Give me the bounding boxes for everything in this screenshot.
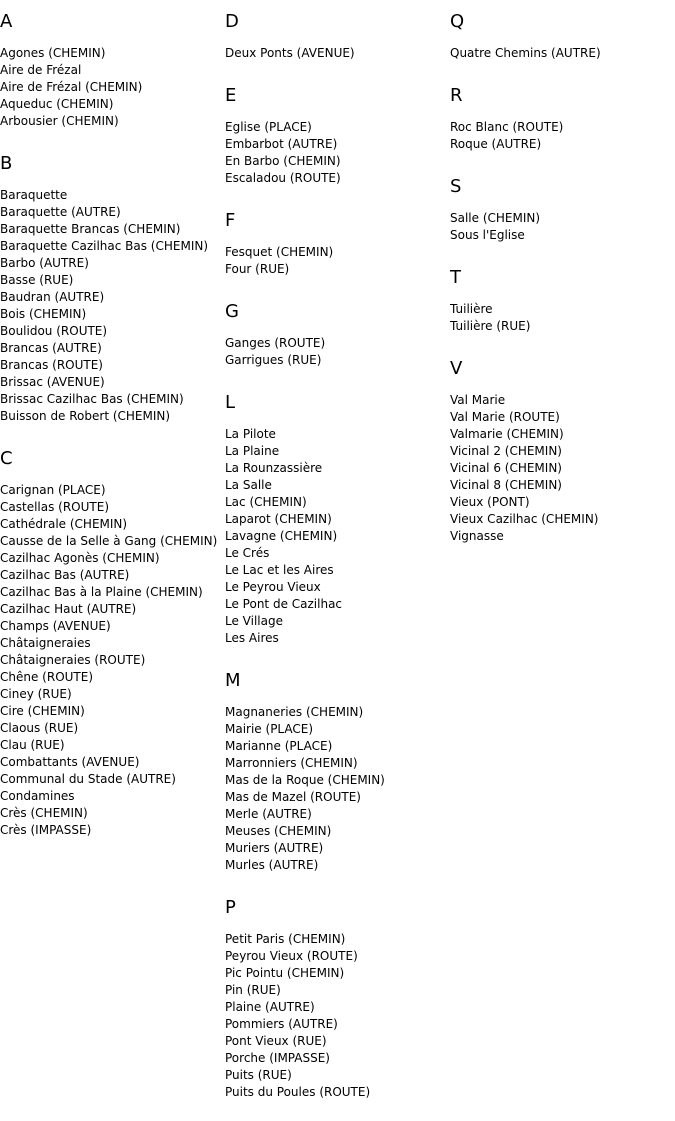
street-link-puits-du-poules-route[interactable]: Puits du Poules (ROUTE) xyxy=(225,1085,371,1099)
street-link-claous-rue[interactable]: Claous (RUE) xyxy=(0,721,79,735)
street-link-le-cres[interactable]: Le Crés xyxy=(225,546,270,560)
street-list xyxy=(225,244,450,278)
letter-section-g xyxy=(225,298,450,369)
street-link-baraquette-brancas-chemin[interactable]: Baraquette Brancas (CHEMIN) xyxy=(0,222,181,236)
street-link-muriers-autre[interactable]: Muriers (AUTRE) xyxy=(225,841,324,855)
street-link-boulidou-route[interactable]: Boulidou (ROUTE) xyxy=(0,324,108,338)
street-link-cire-chemin[interactable]: Cire (CHEMIN) xyxy=(0,704,85,718)
street-link-cazilhac-bas-a-la-plaine-chemin[interactable]: Cazilhac Bas à la Plaine (CHEMIN) xyxy=(0,585,203,599)
street-link-mas-de-mazel-route[interactable]: Mas de Mazel (ROUTE) xyxy=(225,790,361,804)
street-link-murles-autre[interactable]: Murles (AUTRE) xyxy=(225,858,319,872)
street-link-val-marie-route[interactable]: Val Marie (ROUTE) xyxy=(450,410,560,424)
street-link-roque-autre[interactable]: Roque (AUTRE) xyxy=(450,137,542,151)
street-link-baudran-autre[interactable]: Baudran (AUTRE) xyxy=(0,290,105,304)
street-link-cazilhac-bas-autre[interactable]: Cazilhac Bas (AUTRE) xyxy=(0,568,130,582)
street-link-baraquette-autre[interactable]: Baraquette (AUTRE) xyxy=(0,205,121,219)
street-link-embarbot-autre[interactable]: Embarbot (AUTRE) xyxy=(225,137,338,151)
street-list xyxy=(225,335,450,369)
letter-section-c xyxy=(0,445,225,839)
street-list xyxy=(225,931,450,1101)
letter-heading: G xyxy=(225,301,239,322)
street-link-bois-chemin[interactable]: Bois (CHEMIN) xyxy=(0,307,87,321)
letter-heading: V xyxy=(450,358,463,379)
street-link-chene-route[interactable]: Chêne (ROUTE) xyxy=(0,670,94,684)
street-link-le-pont-de-cazilhac[interactable]: Le Pont de Cazilhac xyxy=(225,597,343,611)
letter-heading: M xyxy=(225,670,241,691)
street-list xyxy=(450,210,675,244)
street-link-la-rounzassiere[interactable]: La Rounzassière xyxy=(225,461,323,475)
street-link-tuiliere[interactable]: Tuilière xyxy=(450,302,493,316)
street-link-val-marie[interactable]: Val Marie xyxy=(450,393,506,407)
street-link-ganges-route[interactable]: Ganges (ROUTE) xyxy=(225,336,326,350)
letter-heading: F xyxy=(225,210,236,231)
street-link-meuses-chemin[interactable]: Meuses (CHEMIN) xyxy=(225,824,332,838)
letter-section-a xyxy=(0,8,225,130)
street-list xyxy=(0,187,225,425)
street-link-vicinal-2-chemin[interactable]: Vicinal 2 (CHEMIN) xyxy=(450,444,562,458)
street-link-marronniers-chemin[interactable]: Marronniers (CHEMIN) xyxy=(225,756,358,770)
street-link-tuiliere-rue[interactable]: Tuilière (RUE) xyxy=(450,319,531,333)
street-link-marianne-place[interactable]: Marianne (PLACE) xyxy=(225,739,333,753)
letter-heading: E xyxy=(225,85,237,106)
street-list xyxy=(0,45,225,130)
letter-heading: R xyxy=(450,85,463,106)
street-link-les-aires[interactable]: Les Aires xyxy=(225,631,279,645)
street-link-cazilhac-agones-chemin[interactable]: Cazilhac Agonès (CHEMIN) xyxy=(0,551,160,565)
street-link-pic-pointu-chemin[interactable]: Pic Pointu (CHEMIN) xyxy=(225,966,345,980)
street-list xyxy=(0,482,225,839)
street-list xyxy=(225,704,450,874)
street-link-mas-de-la-roque-chemin[interactable]: Mas de la Roque (CHEMIN) xyxy=(225,773,385,787)
street-link-ciney-rue[interactable]: Ciney (RUE) xyxy=(0,687,72,701)
letter-heading: D xyxy=(225,11,239,32)
street-link-basse-rue[interactable]: Basse (RUE) xyxy=(0,273,74,287)
street-link-laparot-chemin[interactable]: Laparot (CHEMIN) xyxy=(225,512,332,526)
letter-section-e xyxy=(225,82,450,187)
letter-section-t xyxy=(450,264,675,335)
street-link-deux-ponts-avenue[interactable]: Deux Ponts (AVENUE) xyxy=(225,46,355,60)
street-link-peyrou-vieux-route[interactable]: Peyrou Vieux (ROUTE) xyxy=(225,949,358,963)
street-link-vignasse[interactable]: Vignasse xyxy=(450,529,504,543)
street-link-pont-vieux-rue[interactable]: Pont Vieux (RUE) xyxy=(225,1034,327,1048)
street-link-vicinal-8-chemin[interactable]: Vicinal 8 (CHEMIN) xyxy=(450,478,562,492)
street-link-roc-blanc-route[interactable]: Roc Blanc (ROUTE) xyxy=(450,120,564,134)
letter-section-p xyxy=(225,894,450,1101)
street-link-vieux-pont[interactable]: Vieux (PONT) xyxy=(450,495,530,509)
street-link-vicinal-6-chemin[interactable]: Vicinal 6 (CHEMIN) xyxy=(450,461,562,475)
street-link-aire-de-frezal[interactable]: Aire de Frézal xyxy=(0,63,82,77)
index-column-1 xyxy=(0,8,225,859)
street-link-salle-chemin[interactable]: Salle (CHEMIN) xyxy=(450,211,541,225)
street-link-quatre-chemins-autre[interactable]: Quatre Chemins (AUTRE) xyxy=(450,46,601,60)
street-link-en-barbo-chemin[interactable]: En Barbo (CHEMIN) xyxy=(225,154,341,168)
street-list xyxy=(225,426,450,647)
letter-section-b xyxy=(0,150,225,425)
street-link-chataigneraies-route[interactable]: Châtaigneraies (ROUTE) xyxy=(0,653,146,667)
street-link-barbo-autre[interactable]: Barbo (AUTRE) xyxy=(0,256,89,270)
letter-section-l xyxy=(225,389,450,647)
street-link-brissac-cazilhac-bas-chemin[interactable]: Brissac Cazilhac Bas (CHEMIN) xyxy=(0,392,184,406)
street-link-escaladou-route[interactable]: Escaladou (ROUTE) xyxy=(225,171,341,185)
letter-heading: P xyxy=(225,897,236,918)
street-link-pin-rue[interactable]: Pin (RUE) xyxy=(225,983,281,997)
letter-section-f xyxy=(225,207,450,278)
street-link-champs-avenue[interactable]: Champs (AVENUE) xyxy=(0,619,111,633)
street-link-garrigues-rue[interactable]: Garrigues (RUE) xyxy=(225,353,322,367)
letter-heading: T xyxy=(450,267,461,288)
street-link-sous-l-eglise[interactable]: Sous l'Eglise xyxy=(450,228,525,242)
street-link-lac-chemin[interactable]: Lac (CHEMIN) xyxy=(225,495,307,509)
street-link-porche-impasse[interactable]: Porche (IMPASSE) xyxy=(225,1051,330,1065)
letter-section-d xyxy=(225,8,450,62)
street-link-mairie-place[interactable]: Mairie (PLACE) xyxy=(225,722,314,736)
street-link-la-plaine[interactable]: La Plaine xyxy=(225,444,280,458)
street-link-aire-de-frezal-chemin[interactable]: Aire de Frézal (CHEMIN) xyxy=(0,80,143,94)
letter-section-q xyxy=(450,8,675,62)
street-link-la-pilote[interactable]: La Pilote xyxy=(225,427,276,441)
street-link-vieux-cazilhac-chemin[interactable]: Vieux Cazilhac (CHEMIN) xyxy=(450,512,599,526)
street-link-brissac-avenue[interactable]: Brissac (AVENUE) xyxy=(0,375,105,389)
letter-section-s xyxy=(450,173,675,244)
street-link-le-lac-et-les-aires[interactable]: Le Lac et les Aires xyxy=(225,563,334,577)
letter-heading: C xyxy=(0,448,13,469)
street-link-baraquette-cazilhac-bas-chemin[interactable]: Baraquette Cazilhac Bas (CHEMIN) xyxy=(0,239,209,253)
street-list xyxy=(450,301,675,335)
street-link-causse-de-la-selle-a-gang-chemin[interactable]: Causse de la Selle à Gang (CHEMIN) xyxy=(0,534,218,548)
street-link-puits-rue[interactable]: Puits (RUE) xyxy=(225,1068,292,1082)
street-link-arbousier-chemin[interactable]: Arbousier (CHEMIN) xyxy=(0,114,119,128)
letter-heading: L xyxy=(225,392,236,413)
street-link-cazilhac-haut-autre[interactable]: Cazilhac Haut (AUTRE) xyxy=(0,602,137,616)
letter-heading: Q xyxy=(450,11,465,32)
street-link-fesquet-chemin[interactable]: Fesquet (CHEMIN) xyxy=(225,245,334,259)
letter-section-r xyxy=(450,82,675,153)
street-link-petit-paris-chemin[interactable]: Petit Paris (CHEMIN) xyxy=(225,932,346,946)
street-link-lavagne-chemin[interactable]: Lavagne (CHEMIN) xyxy=(225,529,338,543)
street-link-le-village[interactable]: Le Village xyxy=(225,614,283,628)
street-link-castellas-route[interactable]: Castellas (ROUTE) xyxy=(0,500,110,514)
letter-heading: S xyxy=(450,176,462,197)
street-link-valmarie-chemin[interactable]: Valmarie (CHEMIN) xyxy=(450,427,564,441)
letter-section-m xyxy=(225,667,450,874)
street-link-agones-chemin[interactable]: Agones (CHEMIN) xyxy=(0,46,106,60)
street-link-communal-du-stade-autre[interactable]: Communal du Stade (AUTRE) xyxy=(0,772,176,786)
street-link-clau-rue[interactable]: Clau (RUE) xyxy=(0,738,65,752)
street-link-baraquette[interactable]: Baraquette xyxy=(0,188,68,202)
street-link-brancas-autre[interactable]: Brancas (AUTRE) xyxy=(0,341,102,355)
street-link-plaine-autre[interactable]: Plaine (AUTRE) xyxy=(225,1000,315,1014)
index-column-3 xyxy=(450,8,675,565)
letter-section-v xyxy=(450,355,675,545)
street-link-combattants-avenue[interactable]: Combattants (AVENUE) xyxy=(0,755,140,769)
letter-heading: B xyxy=(0,153,13,174)
street-link-le-peyrou-vieux[interactable]: Le Peyrou Vieux xyxy=(225,580,321,594)
street-link-four-rue[interactable]: Four (RUE) xyxy=(225,262,290,276)
street-link-cathedrale-chemin[interactable]: Cathédrale (CHEMIN) xyxy=(0,517,128,531)
street-link-cres-chemin[interactable]: Crès (CHEMIN) xyxy=(0,806,88,820)
street-link-chataigneraies[interactable]: Châtaigneraies xyxy=(0,636,91,650)
street-list xyxy=(450,45,675,62)
street-link-merle-autre[interactable]: Merle (AUTRE) xyxy=(225,807,312,821)
street-link-aqueduc-chemin[interactable]: Aqueduc (CHEMIN) xyxy=(0,97,114,111)
street-link-cres-impasse[interactable]: Crès (IMPASSE) xyxy=(0,823,92,837)
street-list xyxy=(225,119,450,187)
street-link-brancas-route[interactable]: Brancas (ROUTE) xyxy=(0,358,103,372)
street-list xyxy=(450,119,675,153)
street-link-eglise-place[interactable]: Eglise (PLACE) xyxy=(225,120,312,134)
street-link-magnaneries-chemin[interactable]: Magnaneries (CHEMIN) xyxy=(225,705,364,719)
street-link-condamines[interactable]: Condamines xyxy=(0,789,75,803)
street-list xyxy=(450,392,675,545)
street-link-la-salle[interactable]: La Salle xyxy=(225,478,272,492)
street-link-buisson-de-robert-chemin[interactable]: Buisson de Robert (CHEMIN) xyxy=(0,409,171,423)
letter-heading: A xyxy=(0,11,13,32)
street-link-carignan-place[interactable]: Carignan (PLACE) xyxy=(0,483,106,497)
street-list xyxy=(225,45,450,62)
index-column-2 xyxy=(225,8,450,1121)
street-link-pommiers-autre[interactable]: Pommiers (AUTRE) xyxy=(225,1017,338,1031)
